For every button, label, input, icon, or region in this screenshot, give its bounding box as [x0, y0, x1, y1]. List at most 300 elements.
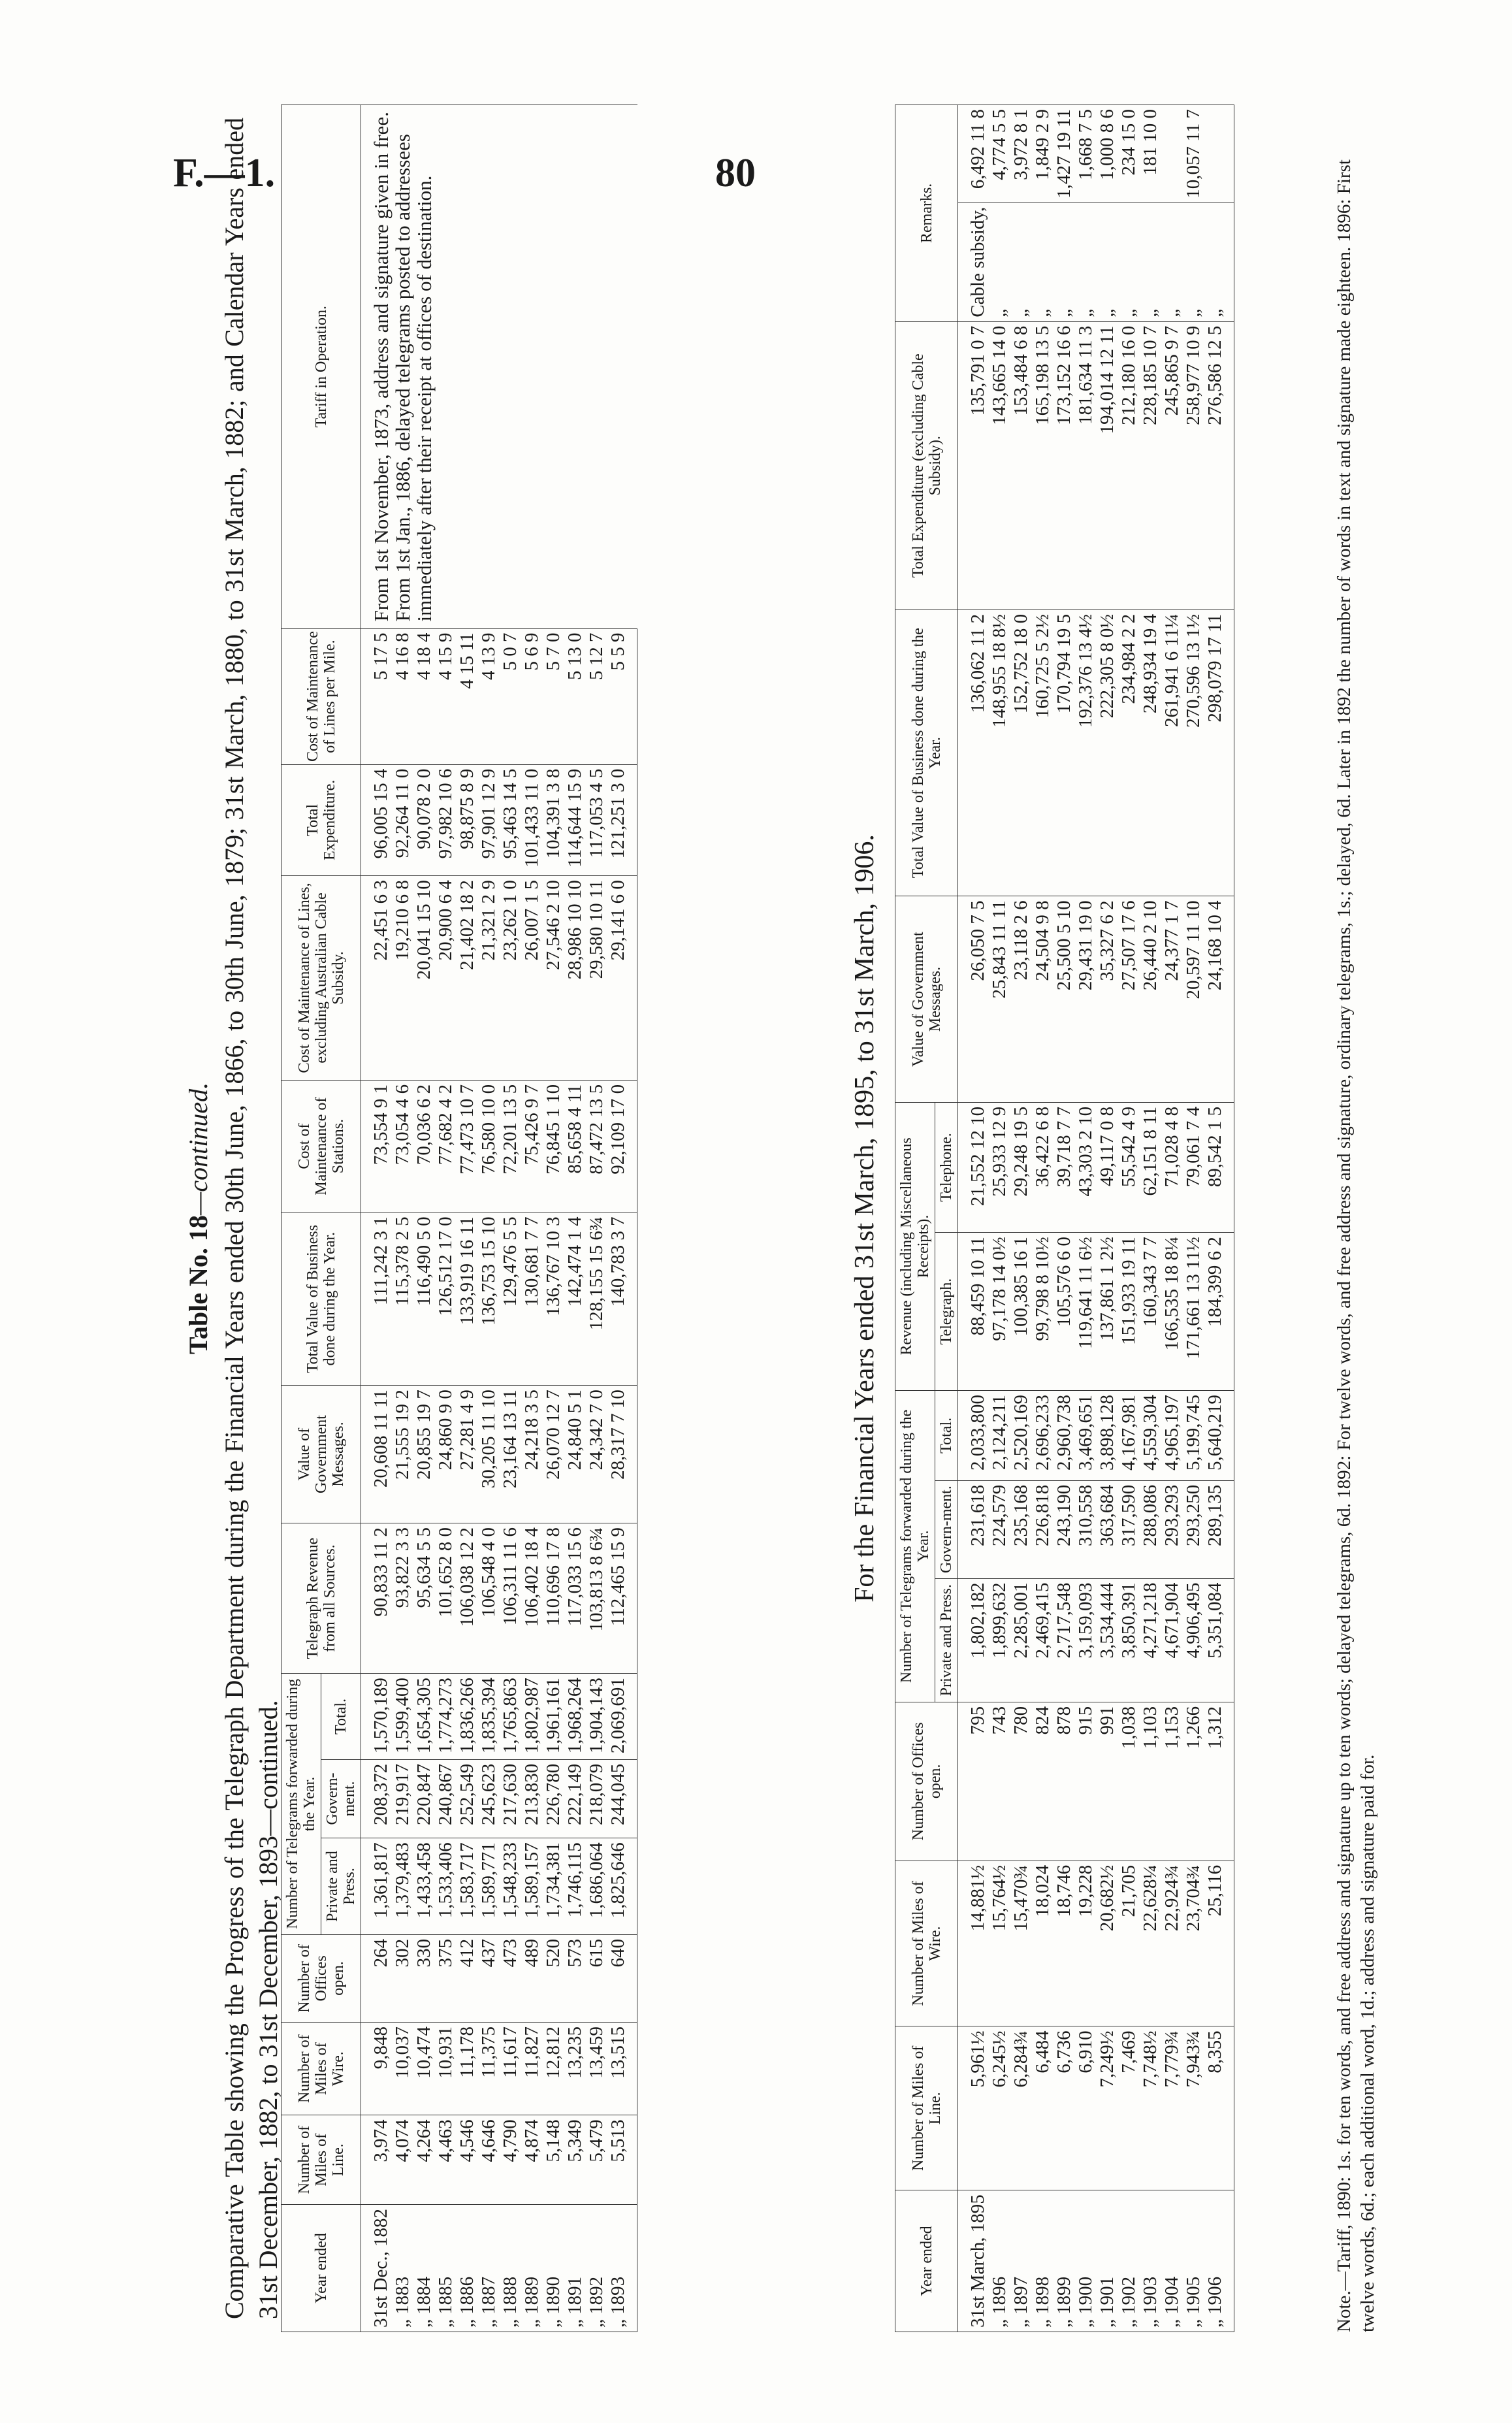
cell-total: 2,960,738 [1054, 1390, 1075, 1480]
cell-offices: 795 [958, 1702, 989, 1861]
cell-year: 31st March, 1895 [958, 2190, 989, 2332]
cell-remark: „ [1097, 203, 1118, 321]
cell-miles-wire: 23,704¾ [1183, 1861, 1204, 2026]
cell-remark: „ [1054, 203, 1075, 321]
cell-subsidy: 181 10 0 [1140, 105, 1161, 203]
cell-year: 31st Dec., 1882 [361, 2204, 393, 2332]
cell-total-exp: 90,078 2 0 [413, 764, 435, 876]
cell-offices: 330 [413, 1934, 435, 2022]
cell-cost-lines: 29,580 10 11 [586, 876, 607, 1081]
cell-offices: 878 [1054, 1702, 1075, 1861]
cell-govt-value: 21,555 19 2 [392, 1386, 413, 1523]
cell-telephone: 55,542 4 9 [1118, 1102, 1140, 1232]
cell-remark: „ [1183, 203, 1204, 321]
cell-total: 3,469,651 [1075, 1390, 1097, 1480]
cell-private: 1,548,233 [500, 1838, 521, 1935]
cell-year: „ 1888 [500, 2204, 521, 2332]
cell-total-value: 192,376 13 4½ [1075, 610, 1097, 896]
cell-offices: 915 [1075, 1702, 1097, 1861]
cell-remark: „ [1010, 203, 1032, 321]
col-government: Govern-ment. [321, 1759, 361, 1838]
table-row [1140, 105, 1161, 2332]
cell-cost-stations: 73,054 4 6 [392, 1080, 413, 1212]
cell-govt-value: 30,205 11 10 [478, 1386, 500, 1523]
cell-revenue: 106,038 12 2 [457, 1523, 478, 1673]
cell-offices: 615 [586, 1934, 607, 2022]
cell-total: 1,802,987 [521, 1674, 543, 1760]
table-row [1204, 105, 1234, 2332]
cell-total: 4,965,197 [1161, 1390, 1183, 1480]
cell-miles-wire: 11,375 [478, 2023, 500, 2115]
col-govt-value: Value of Government Messages. [281, 1386, 361, 1523]
cell-remark: „ [1032, 203, 1054, 321]
cell-remark: „ [1075, 203, 1097, 321]
cell-remark: „ [1161, 203, 1183, 321]
col-government: Govern-ment. [935, 1480, 958, 1578]
cell-total-value: 152,752 18 0 [1010, 610, 1032, 896]
cell-miles-wire: 10,037 [392, 2023, 413, 2115]
page-number: 80 [715, 151, 756, 195]
cell-offices: 520 [543, 1934, 564, 2022]
cell-miles-line: 7,249½ [1097, 2026, 1118, 2190]
cell-total-value: 298,079 17 11 [1204, 610, 1234, 896]
cell-subsidy: 1,427 19 11 [1054, 105, 1075, 203]
cell-cost-stations: 92,109 17 0 [607, 1080, 637, 1212]
cell-remark: „ [989, 203, 1010, 321]
cell-revenue: 106,311 11 6 [500, 1523, 521, 1673]
cell-government: 224,579 [989, 1480, 1010, 1578]
cell-offices: 302 [392, 1934, 413, 2022]
col-telegraph: Telegraph. [935, 1233, 958, 1391]
cell-total-value: 142,474 1 4 [564, 1212, 586, 1386]
table-caption: Comparative Table showing the Progress of the Telegraph Department during the Financial Years ended 30th June, 1866, to 30th June, 1879; 31st March, 1880, to 31st March, 1882; and Calendar Years ended 31st December, 1882, to 31st December, 1893—continued. [219, 118, 283, 2319]
cell-total-value: 270,596 13 1½ [1183, 610, 1204, 896]
cell-offices: 375 [435, 1934, 457, 2022]
cell-year: „ 1899 [1054, 2190, 1075, 2332]
cell-total-exp: 95,463 14 5 [500, 764, 521, 876]
cell-private: 1,433,458 [413, 1838, 435, 1935]
cell-private: 2,285,001 [1010, 1578, 1032, 1702]
cell-revenue: 106,548 4 0 [478, 1523, 500, 1673]
cell-total-exp: 181,634 11 3 [1075, 321, 1097, 610]
cell-telegraph: 171,661 13 11½ [1183, 1233, 1204, 1391]
cell-private: 4,906,495 [1183, 1578, 1204, 1702]
cell-telephone: 25,933 12 9 [989, 1102, 1010, 1232]
cell-private: 1,379,483 [392, 1838, 413, 1935]
col-private: Private and Press. [321, 1838, 361, 1935]
cell-miles-line: 4,646 [478, 2115, 500, 2205]
cell-cost-per-mile: 5 6 9 [521, 628, 543, 764]
col-cost-lines: Cost of Maintenance of Lines, excluding Australian Cable Subsidy. [281, 876, 361, 1081]
col-govt-value: Value of Government Messages. [895, 896, 958, 1102]
cell-government: 245,623 [478, 1759, 500, 1838]
cell-year: „ 1900 [1075, 2190, 1097, 2332]
cell-government: 288,086 [1140, 1480, 1161, 1578]
cell-total-value: 116,490 5 0 [413, 1212, 435, 1386]
cell-miles-line: 6,284¾ [1010, 2026, 1032, 2190]
cell-cost-stations: 72,201 13 5 [500, 1080, 521, 1212]
cell-year: „ 1886 [457, 2204, 478, 2332]
cell-cost-per-mile: 5 0 7 [500, 628, 521, 764]
cell-total: 2,069,691 [607, 1674, 637, 1760]
cell-telegraph: 119,641 11 6½ [1075, 1233, 1097, 1391]
cell-govt-value: 23,118 2 6 [1010, 896, 1032, 1102]
cell-total: 1,836,266 [457, 1674, 478, 1760]
cell-private: 1,589,157 [521, 1838, 543, 1935]
cell-govt-value: 24,840 5 1 [564, 1386, 586, 1523]
cell-telegraph: 105,576 6 0 [1054, 1233, 1075, 1391]
cell-miles-wire: 18,746 [1054, 1861, 1075, 2026]
table-row [1097, 105, 1118, 2332]
cell-year: „ 1902 [1118, 2190, 1140, 2332]
cell-miles-line: 6,736 [1054, 2026, 1075, 2190]
cell-government: 293,250 [1183, 1480, 1204, 1578]
cell-year: „ 1898 [1032, 2190, 1054, 2332]
cell-cost-lines: 20,900 6 4 [435, 876, 457, 1081]
cell-offices: 991 [1097, 1702, 1118, 1861]
cell-miles-line: 7,779¾ [1161, 2026, 1183, 2190]
cell-total-value: 126,512 17 0 [435, 1212, 457, 1386]
cell-private: 1,825,646 [607, 1838, 637, 1935]
cell-cost-lines: 28,986 10 10 [564, 876, 586, 1081]
cell-telephone: 89,542 1 5 [1204, 1102, 1234, 1232]
cell-government: 222,149 [564, 1759, 586, 1838]
cell-cost-stations: 70,036 6 2 [413, 1080, 435, 1212]
cell-offices: 1,038 [1118, 1702, 1140, 1861]
cell-private: 1,734,381 [543, 1838, 564, 1935]
cell-government: 218,079 [586, 1759, 607, 1838]
cell-cost-lines: 21,402 18 2 [457, 876, 478, 1081]
cell-cost-per-mile: 4 13 9 [478, 628, 500, 764]
col-revenue: Telegraph Revenue from all Sources. [281, 1523, 361, 1673]
cell-telephone: 43,303 2 10 [1075, 1102, 1097, 1232]
table-row [1118, 105, 1140, 2332]
col-telephone: Telephone. [935, 1102, 958, 1232]
cell-govt-value: 25,500 5 10 [1054, 896, 1075, 1102]
cell-revenue: 93,822 3 3 [392, 1523, 413, 1673]
cell-offices: 473 [500, 1934, 521, 2022]
col-total-exp: Total Expenditure. [281, 764, 361, 876]
col-private: Private and Press. [935, 1578, 958, 1702]
cell-total: 1,765,863 [500, 1674, 521, 1760]
col-total-value: Total Value of Business done during the Year. [895, 610, 958, 896]
cell-private: 3,534,444 [1097, 1578, 1118, 1702]
footnote: Note.—Tariff, 1890: 1s. for ten words, and free address and signature up to ten words; delayed telegrams, 6d. 1892: For twelve words, and free address and signature, ordinary telegrams, 1s.; delayed, 6d. Later in 1892 the number of words in text and signature made eighteen. 1896: First twelve words, 6d.; each additional word, 1d.; address and signature paid for. [1334, 159, 1378, 2332]
col-miles-line: Number of Miles of Line. [895, 2026, 958, 2190]
cell-cost-lines: 22,451 6 3 [361, 876, 393, 1081]
cell-telegraph: 151,933 19 11 [1118, 1233, 1140, 1391]
cell-govt-value: 25,843 11 11 [989, 896, 1010, 1102]
cell-govt-value: 29,431 19 0 [1075, 896, 1097, 1102]
cell-offices: 1,266 [1183, 1702, 1204, 1861]
cell-government: 244,045 [607, 1759, 637, 1838]
cell-miles-wire: 22,924¾ [1161, 1861, 1183, 2026]
cell-total: 4,167,981 [1118, 1390, 1140, 1480]
cell-offices: 573 [564, 1934, 586, 2022]
cell-private: 1,589,771 [478, 1838, 500, 1935]
cell-government: 252,549 [457, 1759, 478, 1838]
cell-cost-stations: 76,580 10 0 [478, 1080, 500, 1212]
cell-offices: 743 [989, 1702, 1010, 1861]
cell-total-exp: 114,644 15 9 [564, 764, 586, 876]
cell-offices: 780 [1010, 1702, 1032, 1861]
cell-private: 3,159,093 [1075, 1578, 1097, 1702]
table-2-title: For the Financial Years ended 31st March, 1895, to 31st March, 1906. [850, 834, 880, 1602]
cell-miles-wire: 14,881½ [958, 1861, 989, 2026]
cell-miles-wire: 9,848 [361, 2023, 393, 2115]
cell-subsidy: 3,972 8 1 [1010, 105, 1032, 203]
cell-total-exp: 92,264 11 0 [392, 764, 413, 876]
cell-cost-per-mile: 4 15 9 [435, 628, 457, 764]
cell-cost-lines: 21,321 2 9 [478, 876, 500, 1081]
table-row [361, 105, 393, 2332]
col-telegrams-group: Number of Telegrams forwarded during the Year. [895, 1390, 935, 1702]
cell-private: 1,583,717 [457, 1838, 478, 1935]
cell-telephone: 29,248 19 5 [1010, 1102, 1032, 1232]
cell-miles-wire: 13,459 [586, 2023, 607, 2115]
cell-cost-lines: 20,041 15 10 [413, 876, 435, 1081]
cell-miles-wire: 25,116 [1204, 1861, 1234, 2026]
cell-private: 1,899,632 [989, 1578, 1010, 1702]
cell-revenue: 110,696 17 8 [543, 1523, 564, 1673]
cell-govt-value: 28,317 7 10 [607, 1386, 637, 1523]
cell-total: 2,033,800 [958, 1390, 989, 1480]
table-row [1032, 105, 1054, 2332]
table-row [1183, 105, 1204, 2332]
cell-cost-per-mile: 5 5 9 [607, 628, 637, 764]
cell-government: 226,818 [1032, 1480, 1054, 1578]
cell-government: 226,780 [543, 1759, 564, 1838]
cell-total-value: 136,767 10 3 [543, 1212, 564, 1386]
col-miles-line: Number of Miles of Line. [281, 2115, 361, 2205]
cell-offices: 1,312 [1204, 1702, 1234, 1861]
cell-cost-lines: 19,210 6 8 [392, 876, 413, 1081]
cell-govt-value: 24,377 1 7 [1161, 896, 1183, 1102]
cell-miles-wire: 10,474 [413, 2023, 435, 2115]
cell-govt-value: 24,342 7 0 [586, 1386, 607, 1523]
cell-miles-wire: 11,178 [457, 2023, 478, 2115]
cell-miles-wire: 10,931 [435, 2023, 457, 2115]
cell-miles-line: 7,748½ [1140, 2026, 1161, 2190]
cell-cost-lines: 27,546 2 10 [543, 876, 564, 1081]
cell-private: 3,850,391 [1118, 1578, 1140, 1702]
cell-govt-value: 20,597 11 10 [1183, 896, 1204, 1102]
cell-government: 213,830 [521, 1759, 543, 1838]
cell-government: 243,190 [1054, 1480, 1075, 1578]
cell-year: „ 1906 [1204, 2190, 1234, 2332]
cell-govt-value: 26,070 12 7 [543, 1386, 564, 1523]
cell-miles-line: 6,910 [1075, 2026, 1097, 2190]
cell-private: 1,533,406 [435, 1838, 457, 1935]
cell-total-value: 222,305 8 0½ [1097, 610, 1118, 896]
cell-total-exp: 165,198 13 5 [1032, 321, 1054, 610]
cell-miles-line: 4,790 [500, 2115, 521, 2205]
cell-total: 2,124,211 [989, 1390, 1010, 1480]
cell-total: 2,520,169 [1010, 1390, 1032, 1480]
table-1895-1906 [895, 105, 1234, 2332]
cell-total: 5,199,745 [1183, 1390, 1204, 1480]
cell-total-value: 128,155 15 6¾ [586, 1212, 607, 1386]
cell-remark: „ [1204, 203, 1234, 321]
cell-telegraph: 166,535 18 8¼ [1161, 1233, 1183, 1391]
cell-miles-line: 5,349 [564, 2115, 586, 2205]
cell-cost-per-mile: 5 17 5 [361, 628, 393, 764]
cell-private: 1,361,817 [361, 1838, 393, 1935]
cell-year: „ 1897 [1010, 2190, 1032, 2332]
cell-govt-value: 24,168 10 4 [1204, 896, 1234, 1102]
cell-subsidy: 234 15 0 [1118, 105, 1140, 203]
cell-total-exp: 101,433 11 0 [521, 764, 543, 876]
cell-government: 219,917 [392, 1759, 413, 1838]
cell-total-value: 170,794 19 5 [1054, 610, 1075, 896]
cell-miles-line: 5,479 [586, 2115, 607, 2205]
cell-subsidy: 4,774 5 5 [989, 105, 1010, 203]
cell-total-value: 136,062 11 2 [958, 610, 989, 896]
cell-subsidy: 1,849 2 9 [1032, 105, 1054, 203]
cell-telephone: 39,718 7 7 [1054, 1102, 1075, 1232]
cell-miles-wire: 11,617 [500, 2023, 521, 2115]
cell-govt-value: 24,218 3 5 [521, 1386, 543, 1523]
cell-miles-line: 5,513 [607, 2115, 637, 2205]
col-offices: Number of Offices open. [281, 1934, 361, 2022]
cell-govt-value: 26,440 2 10 [1140, 896, 1161, 1102]
cell-cost-stations: 73,554 9 1 [361, 1080, 393, 1212]
cell-miles-line: 4,546 [457, 2115, 478, 2205]
cell-subsidy: 6,492 11 8 [958, 105, 989, 203]
cell-government: 240,867 [435, 1759, 457, 1838]
cell-revenue: 106,402 18 4 [521, 1523, 543, 1673]
col-year: Year ended [895, 2190, 958, 2332]
col-cost-per-mile: Cost of Maintenance of Lines per Mile. [281, 628, 361, 764]
cell-cost-per-mile: 4 16 8 [392, 628, 413, 764]
cell-private: 1,802,182 [958, 1578, 989, 1702]
col-total: Total. [321, 1674, 361, 1760]
cell-year: „ 1884 [413, 2204, 435, 2332]
cell-cost-per-mile: 5 12 7 [586, 628, 607, 764]
cell-miles-line: 5,148 [543, 2115, 564, 2205]
cell-year: „ 1887 [478, 2204, 500, 2332]
cell-total-value: 111,242 3 1 [361, 1212, 393, 1386]
cell-total-exp: 153,484 6 8 [1010, 321, 1032, 610]
cell-private: 2,469,415 [1032, 1578, 1054, 1702]
cell-subsidy [1204, 105, 1234, 203]
cell-year: „ 1892 [586, 2204, 607, 2332]
col-total-exp: Total Expenditure (excluding Cable Subsidy). [895, 321, 958, 610]
cell-total: 1,835,394 [478, 1674, 500, 1760]
cell-total: 2,696,233 [1032, 1390, 1054, 1480]
cell-government: 220,847 [413, 1759, 435, 1838]
cell-miles-line: 4,463 [435, 2115, 457, 2205]
col-year: Year ended [281, 2204, 361, 2332]
cell-total-exp: 173,152 16 6 [1054, 321, 1075, 610]
cell-remark: Cable subsidy, [958, 203, 989, 321]
cell-telephone: 71,028 4 8 [1161, 1102, 1183, 1232]
cell-year: „ 1890 [543, 2204, 564, 2332]
cell-cost-per-mile: 5 7 0 [543, 628, 564, 764]
cell-total-exp: 121,251 3 0 [607, 764, 637, 876]
cell-miles-line: 8,355 [1204, 2026, 1234, 2190]
cell-government: 289,135 [1204, 1480, 1234, 1578]
cell-miles-wire: 12,812 [543, 2023, 564, 2115]
cell-total-exp: 194,014 12 11 [1097, 321, 1118, 610]
cell-total: 4,559,304 [1140, 1390, 1161, 1480]
cell-total: 1,654,305 [413, 1674, 435, 1760]
page-section-label: F.—1. [173, 151, 276, 195]
col-cost-stations: Cost of Maintenance of Stations. [281, 1080, 361, 1212]
table-number: Table No. 18—continued. [184, 1082, 213, 1355]
cell-miles-wire: 20,682½ [1097, 1861, 1118, 2026]
cell-total-exp: 117,053 4 5 [586, 764, 607, 876]
cell-total: 1,599,400 [392, 1674, 413, 1760]
cell-cost-lines: 29,141 6 0 [607, 876, 637, 1081]
cell-cost-stations: 77,473 10 7 [457, 1080, 478, 1212]
table-row [1010, 105, 1032, 2332]
cell-miles-wire: 11,827 [521, 2023, 543, 2115]
cell-telephone: 21,552 12 10 [958, 1102, 989, 1232]
cell-private: 2,717,548 [1054, 1578, 1075, 1702]
cell-offices: 412 [457, 1934, 478, 2022]
cell-telegraph: 137,861 1 2½ [1097, 1233, 1118, 1391]
cell-total-value: 248,934 19 4 [1140, 610, 1161, 896]
col-miles-wire: Number of Miles of Wire. [895, 1861, 958, 2026]
cell-cost-stations: 87,472 13 5 [586, 1080, 607, 1212]
cell-private: 4,271,218 [1140, 1578, 1161, 1702]
cell-remark: „ [1118, 203, 1140, 321]
cell-offices: 1,103 [1140, 1702, 1161, 1861]
cell-revenue: 101,652 8 0 [435, 1523, 457, 1673]
cell-total: 1,904,143 [586, 1674, 607, 1760]
cell-total-exp: 104,391 3 8 [543, 764, 564, 876]
cell-revenue: 90,833 11 2 [361, 1523, 393, 1673]
cell-total-value: 140,783 3 7 [607, 1212, 637, 1386]
table-row [989, 105, 1010, 2332]
cell-tariff: From 1st November, 1873, address and signature given in free. From 1st Jan., 1886, delayed telegrams posted to addressees immediately after their receipt at offices of destination. [361, 105, 637, 629]
cell-total: 1,968,264 [564, 1674, 586, 1760]
cell-total-value: 261,941 6 11¼ [1161, 610, 1183, 896]
cell-subsidy: 1,668 7 5 [1075, 105, 1097, 203]
table-row [1161, 105, 1183, 2332]
cell-total-value: 133,919 16 11 [457, 1212, 478, 1386]
table-row [958, 105, 989, 2332]
cell-year: „ 1883 [392, 2204, 413, 2332]
cell-govt-value: 23,164 13 11 [500, 1386, 521, 1523]
cell-government: 363,684 [1097, 1480, 1118, 1578]
cell-revenue: 95,634 5 5 [413, 1523, 435, 1673]
table-1882-1893 [281, 105, 637, 2332]
cell-cost-per-mile: 5 13 0 [564, 628, 586, 764]
col-revenue-group: Revenue (including Miscellaneous Receipts). [895, 1102, 935, 1390]
cell-government: 317,590 [1118, 1480, 1140, 1578]
cell-miles-line: 4,074 [392, 2115, 413, 2205]
cell-total-exp: 228,185 10 7 [1140, 321, 1161, 610]
cell-miles-wire: 19,228 [1075, 1861, 1097, 2026]
cell-telegraph: 97,178 14 0½ [989, 1233, 1010, 1391]
cell-telegraph: 88,459 10 11 [958, 1233, 989, 1391]
col-total-value: Total Value of Business done during the Year. [281, 1212, 361, 1386]
cell-total-exp: 245,865 9 7 [1161, 321, 1183, 610]
cell-total-value: 148,955 18 8½ [989, 610, 1010, 896]
cell-cost-per-mile: 4 18 4 [413, 628, 435, 764]
cell-miles-wire: 13,515 [607, 2023, 637, 2115]
cell-telephone: 62,151 8 11 [1140, 1102, 1161, 1232]
cell-total-exp: 212,180 16 0 [1118, 321, 1140, 610]
cell-year: „ 1889 [521, 2204, 543, 2332]
cell-total-value: 234,984 2 2 [1118, 610, 1140, 896]
cell-govt-value: 24,504 9 8 [1032, 896, 1054, 1102]
cell-total-exp: 135,791 0 7 [958, 321, 989, 610]
cell-offices: 824 [1032, 1702, 1054, 1861]
cell-private: 1,686,064 [586, 1838, 607, 1935]
